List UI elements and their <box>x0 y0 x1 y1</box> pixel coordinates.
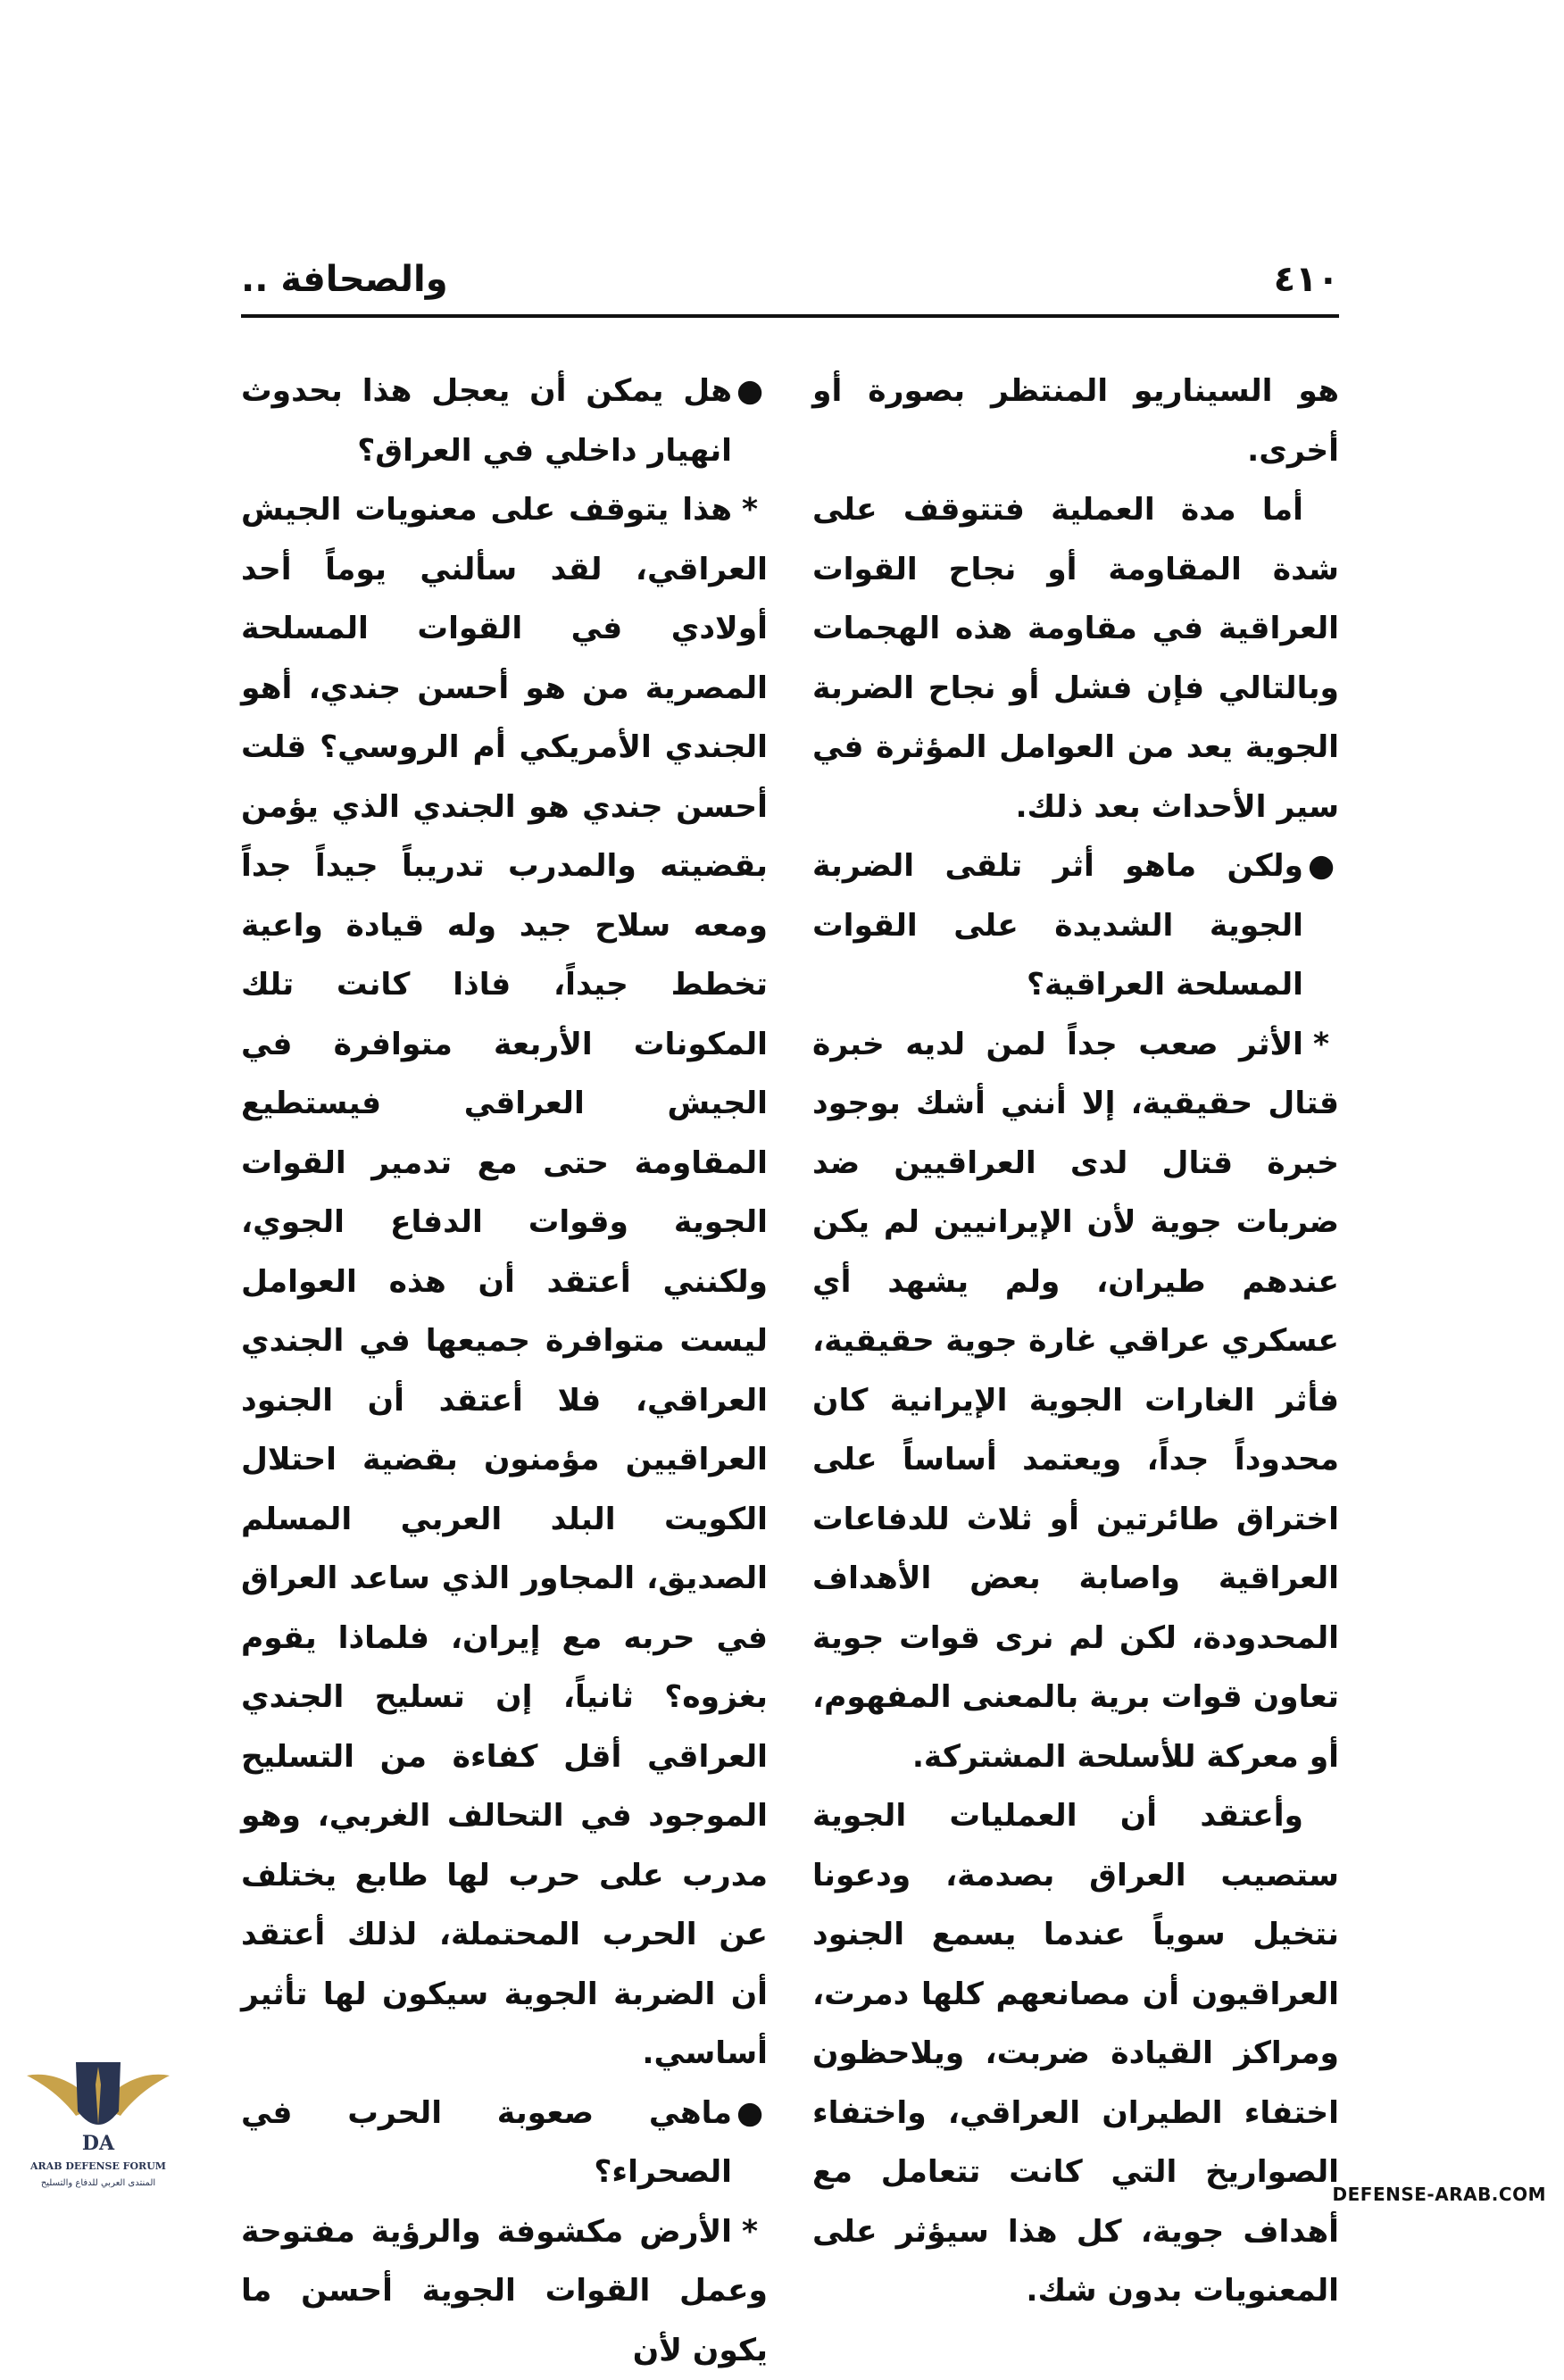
question-text: ولكن ماهو أثر تلقى الضربة الجوية الشديدة على القوات المسلحة العراقية؟ <box>812 848 1303 1003</box>
bullet-marker: ● <box>1303 836 1339 896</box>
text-column-left <box>241 362 768 2380</box>
interview-question <box>241 362 768 480</box>
answer-text: الأرض مكشوفة والرؤية مفتوحة وعمل القوات الجوية أحسن ما يكون لأن <box>241 2214 768 2368</box>
interview-answer <box>241 2202 768 2380</box>
question-text: ماهي صعوبة الحرب في الصحراء؟ <box>241 2095 732 2191</box>
running-title: .. والصحافة <box>241 259 448 300</box>
paragraph: هو السيناريو المنتظر بصورة أو أخرى. <box>812 362 1339 480</box>
logo-name: ARAB DEFENSE FORUM <box>29 2160 166 2172</box>
text-column-right <box>812 362 1339 2321</box>
logo-arabic-name: المنتدى العربي للدفاع والتسليح <box>41 2178 155 2188</box>
asterisk-marker: * <box>732 2202 768 2262</box>
asterisk-marker: * <box>732 480 768 540</box>
bullet-marker: ● <box>732 362 768 421</box>
answer-text: الأثر صعب جداً لمن لديه خبرة قتال حقيقية، إلا أنني أشك بوجود خبرة قتال لدى العراقيين ضد ضربات جوية لأن الإيرانيين لم يكن عندهم طيران، ولم يشهد أي عسكري عراقي غارة جوية حقيقية، فأثر الغارات الجوية الإيرانية كان محدوداً جداً، ويعتمد أساساً على اختراق طائرتين أو ثلاث للدفاعات العراقية واصابة بعض الأهداف المحدودة، لكن لم نرى قوات جوية تعاون قوات برية بالمعنى المفهوم، أو معركة للأسلحة المشتركة. <box>812 1027 1339 1775</box>
answer-text: هذا يتوقف على معنويات الجيش العراقي، لقد سألني يوماً أحد أولادي في القوات المسلحة المصرية من هو أحسن جندي، أهو الجندي الأمريكي أم الروسي؟ قلت أحسن جندي هو الجندي الذي يؤمن بقضيته والمدرب تدريباً جيداً جداً ومعه سلاح جيد وله قيادة واعية تخطط جيداً، فاذا كانت تلك المكونات الأربعة متوافرة في الجيش العراقي فيستطيع المقاومة حتى مع تدمير القوات الجوية وقوات الدفاع الجوي، ولكنني أعتقد أن هذه العوامل ليست متوافرة جميعها في الجندي العراقي، فلا أعتقد أن الجنود العراقيين مؤمنون بقضية احتلال الكويت البلد العربي المسلم الصديق، المجاور الذي ساعد العراق في حربه مع إيران، فلماذا يقوم بغزوه؟ ثانياً، إن تسليح الجندي العراقي أقل كفاءة من التسليح الموجود في التحالف الغربي، وهو مدرب على حرب لها طابع يختلف عن الحرب المحتملة، لذلك أعتقد أن الضربة الجوية سيكون لها تأثير أساسي. <box>241 492 768 2071</box>
logo-letters: DA <box>82 2132 115 2155</box>
asterisk-marker: * <box>1303 1015 1339 1075</box>
paragraph: أما مدة العملية فتتوقف على شدة المقاومة أو نجاح القوات العراقية في مقاومة هذه الهجمات وبالتالي فإن فشل أو نجاح الضربة الجوية يعد من العوامل المؤثرة في سير الأحداث بعد ذلك. <box>812 480 1339 836</box>
question-text: هل يمكن أن يعجل هذا بحدوث انهيار داخلي في العراق؟ <box>241 373 732 469</box>
paragraph: وأعتقد أن العمليات الجوية ستصيب العراق بصدمة، ودعونا نتخيل سوياً عندما يسمع الجنود العراقيون أن مصانعهم كلها دمرت، ومراكز القيادة ضربت، ويلاحظون اختفاء الطيران العراقي، واختفاء الصواريخ التي كانت تتعامل مع أهداف جوية، كل هذا سيؤثر على المعنويات بدون شك. <box>812 1786 1339 2321</box>
interview-question <box>812 836 1339 1015</box>
page-number: ٤١٠ <box>1274 259 1339 300</box>
header-rule <box>241 314 1339 318</box>
page-header <box>241 259 1339 321</box>
arab-defense-forum-logo <box>22 2044 174 2205</box>
interview-answer <box>812 1015 1339 1787</box>
site-watermark: DEFENSE-ARAB.COM <box>1333 2184 1546 2205</box>
interview-question <box>241 2084 768 2202</box>
interview-answer <box>241 480 768 2084</box>
bullet-marker: ● <box>732 2084 768 2143</box>
